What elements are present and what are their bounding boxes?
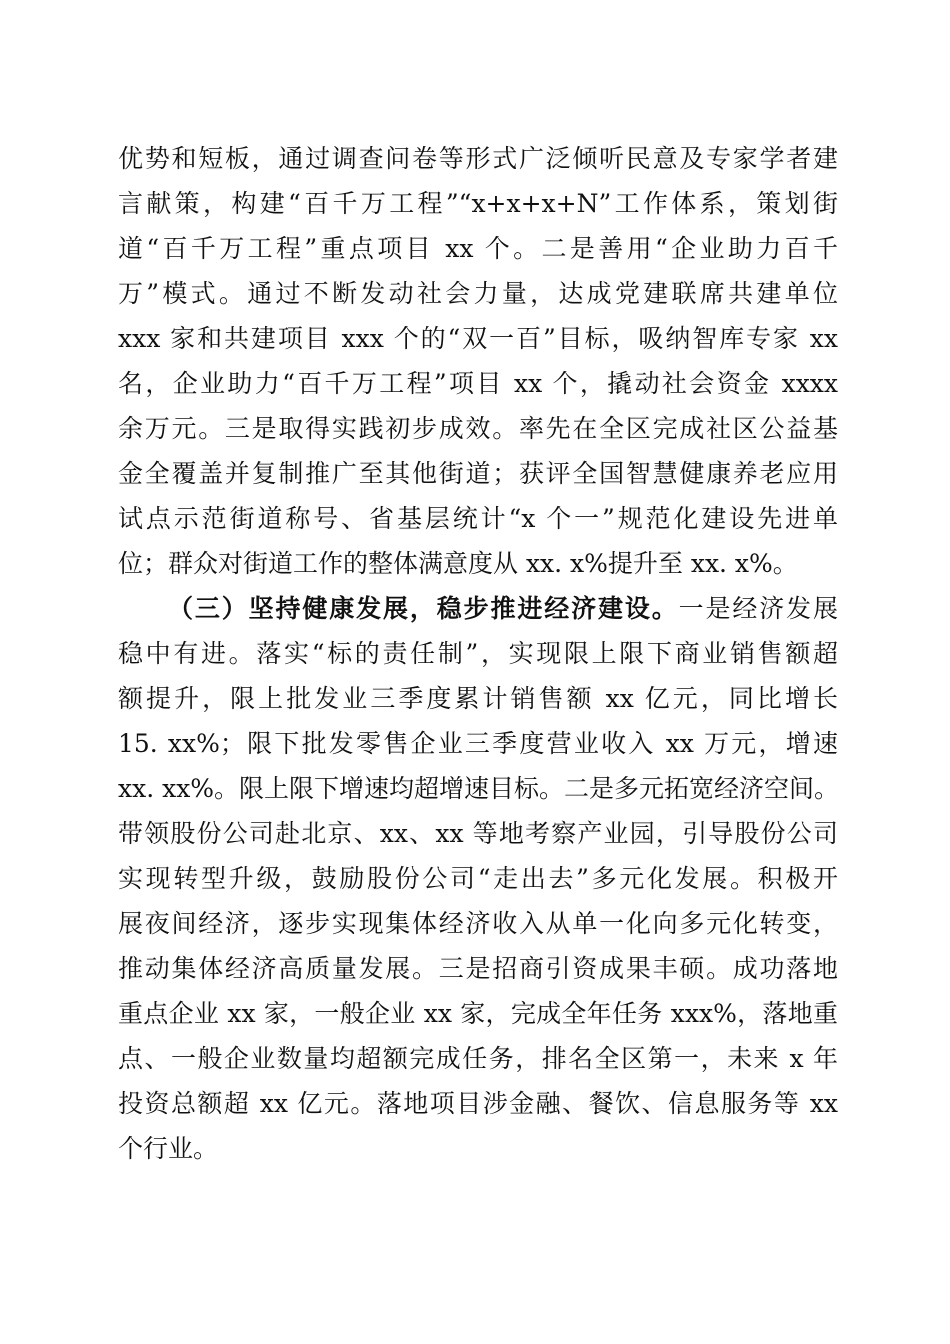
text-line: 余万元。三是取得实践初步成效。率先在全区完成社区公益基: [118, 414, 838, 443]
text-line: 推动集体经济高质量发展。三是招商引资成果丰硕。成功落地: [118, 954, 838, 983]
text-line: 带领股份公司赴北京、xx、xx 等地考察产业园，引导股份公司: [118, 819, 838, 848]
text-line: 稳中有进。落实“标的责任制”，实现限上限下商业销售额超: [118, 639, 838, 668]
text-line: 投资总额超 xx 亿元。落地项目涉金融、餐饮、信息服务等 xx: [118, 1089, 838, 1118]
text-line: 位；群众对街道工作的整体满意度从 xx. x%提升至 xx. x%。: [118, 549, 798, 578]
text-line: 优势和短板，通过调查问卷等形式广泛倾听民意及专家学者建: [118, 144, 838, 173]
text-line: 15. xx%；限下批发零售企业三季度营业收入 xx 万元，增速: [118, 729, 838, 758]
paragraph-achievements: [118, 136, 838, 586]
text-line: 点、一般企业数量均超额完成任务，排名全区第一，未来 x 年: [118, 1044, 838, 1073]
text-line: 展夜间经济，逐步实现集体经济收入从单一化向多元化转变，: [118, 909, 838, 938]
text-line: 实现转型升级，鼓励股份公司“走出去”多元化发展。积极开: [118, 864, 838, 893]
text-line: 道“百千万工程”重点项目 xx 个。二是善用“企业助力百千: [118, 234, 838, 263]
text-line: xxx 家和共建项目 xxx 个的“双一百”目标，吸纳智库专家 xx: [118, 324, 838, 353]
paragraph-first-line: [118, 586, 838, 631]
heading-continuation: 一是经济发展: [678, 594, 838, 623]
text-line: 个行业。: [118, 1134, 219, 1163]
document-body: [118, 136, 838, 1171]
text-line: 名，企业助力“百千万工程”项目 xx 个，撬动社会资金 xxxx: [118, 369, 838, 398]
section-heading: （三）坚持健康发展，稳步推进经济建设。: [168, 594, 679, 623]
text-line: 金全覆盖并复制推广至其他街道；获评全国智慧健康养老应用: [118, 459, 838, 488]
text-line: 额提升，限上批发业三季度累计销售额 xx 亿元，同比增长: [118, 684, 838, 713]
text-line: 万”模式。通过不断发动社会力量，达成党建联席共建单位: [118, 279, 838, 308]
text-line: 言献策，构建“百千万工程”“x+x+x+N”工作体系，策划街: [118, 189, 838, 218]
text-line: 试点示范街道称号、省基层统计“x 个一”规范化建设先进单: [118, 504, 838, 533]
text-line: 重点企业 xx 家，一般企业 xx 家，完成全年任务 xxx%，落地重: [118, 999, 838, 1028]
paragraph-economic-development: [118, 586, 838, 1171]
text-line: xx. xx%。限上限下增速均超增速目标。二是多元拓宽经济空间。: [118, 774, 840, 803]
